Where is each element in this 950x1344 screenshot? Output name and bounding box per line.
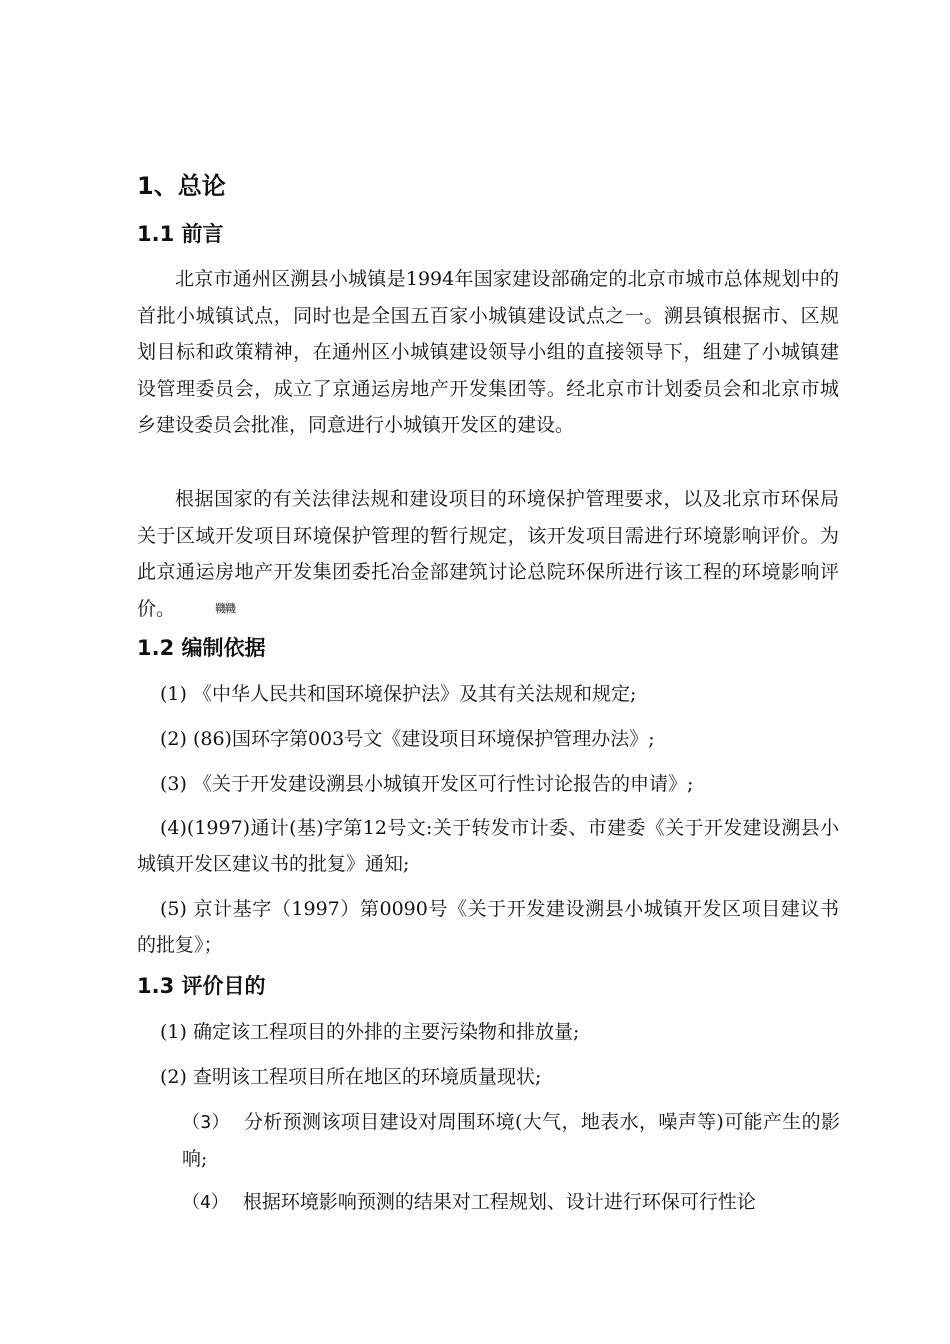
basis-item-1: (1) 《中华人民共和国环境保护法》及其有关法规和规定; xyxy=(160,683,637,705)
purpose-item-2: (2) 查明该工程项目所在地区的环境质量现状; xyxy=(160,1066,542,1088)
purpose-item-3-number: （3） xyxy=(182,1112,230,1133)
purpose-item-4 xyxy=(182,1184,840,1221)
basis-item-5: (5) 京计基字（1997）第0090号《关于开发建设溯县小城镇开发区项目建议书的批复》； xyxy=(137,898,839,956)
basis-item-3: (3) 《关于开发建设溯县小城镇开发区可行性讨论报告的申请》; xyxy=(160,773,694,795)
paragraph-assessment xyxy=(137,481,839,627)
paragraph-intro: 北京市通州区溯县小城镇是1994年国家建设部确定的北京市城市总体规划中的首批小城镇试点，同时也是全国五百家小城镇建设试点之一。溯县镇根据市、区规划目标和政策精神，在通州区小城镇建设领导小组的直接领导下，组建了小城镇建设管理委员会，成立了京通运房地产开发集团等。经北京市计划委员会和北京市城乡建设委员会批准，同意进行小城镇开发区的建设。 xyxy=(137,268,839,436)
basis-item-4: (4)(1997)通计(基)字第12号文:关于转发市计委、市建委《关于开发建设溯县小城镇开发区建议书的批复》通知; xyxy=(137,817,839,875)
purpose-item-3-text: 分析预测该项目建设对周围环境(大气，地表水，噪声等)可能产生的影响; xyxy=(182,1111,841,1170)
small-mark: 鞿鞿 xyxy=(215,601,236,615)
heading-1-1: 1.1 前言 xyxy=(137,222,224,246)
paragraph-assessment-text: 根据国家的有关法律法规和建设项目的环境保护管理要求，以及北京市环保局关于区域开发项目环境保护管理的暂行规定，该开发项目需进行环境影响评价。为此京通运房地产开发集团委托冶金部建筑讨论总院环保所进行该工程的环境影响评价。 xyxy=(137,488,839,620)
heading-1-3: 1.3 评价目的 xyxy=(137,974,266,998)
purpose-item-3 xyxy=(182,1104,840,1177)
basis-item-2: (2) (86)国环字第003号文《建设项目环境保护管理办法》; xyxy=(160,728,655,750)
purpose-item-4-text: 根据环境影响预测的结果对工程规划、设计进行环保可行性论 xyxy=(242,1191,756,1213)
section-title: 1、总论 xyxy=(137,172,226,200)
heading-1-2: 1.2 编制依据 xyxy=(137,636,266,660)
purpose-item-1: (1) 确定该工程项目的外排的主要污染物和排放量; xyxy=(160,1021,580,1043)
purpose-item-4-number: （4） xyxy=(182,1192,229,1213)
